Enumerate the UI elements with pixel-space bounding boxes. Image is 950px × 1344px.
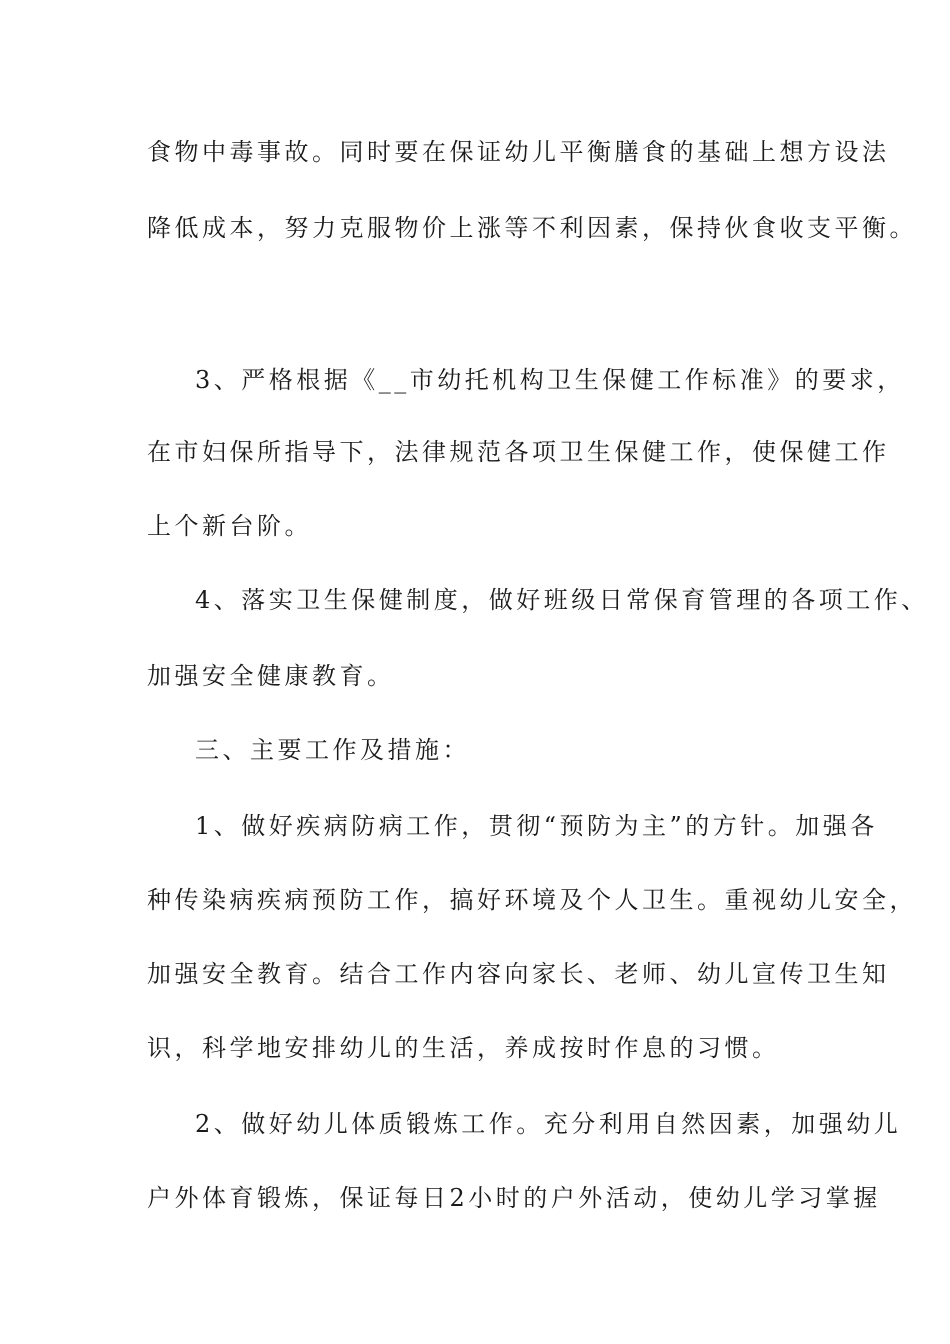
paragraph-line: 降低成本，努力克服物价上涨等不利因素，保持伙食收支平衡。	[147, 214, 917, 242]
paragraph-line: 户外体育锻炼，保证每日2小时的户外活动，使幼儿学习掌握	[147, 1184, 881, 1212]
paragraph-line: 上个新台阶。	[147, 512, 312, 540]
paragraph-line: 种传染病疾病预防工作，搞好环境及个人卫生。重视幼儿安全，	[147, 886, 917, 914]
paragraph-line: 4、落实卫生保健制度，做好班级日常保育管理的各项工作、	[195, 586, 929, 614]
paragraph-line: 食物中毒事故。同时要在保证幼儿平衡膳食的基础上想方设法	[147, 138, 890, 166]
paragraph-line: 2、做好幼儿体质锻炼工作。充分利用自然因素，加强幼儿	[195, 1110, 902, 1138]
paragraph-line: 1、做好疾病防病工作，贯彻“预防为主”的方针。加强各	[195, 812, 878, 840]
paragraph-line: 加强安全健康教育。	[147, 662, 395, 690]
paragraph-line: 3、严格根据《__市幼托机构卫生保健工作标准》的要求，	[195, 366, 905, 394]
paragraph-line: 加强安全教育。结合工作内容向家长、老师、幼儿宣传卫生知	[147, 960, 890, 988]
paragraph-line: 识，科学地安排幼儿的生活，养成按时作息的习惯。	[147, 1034, 780, 1062]
paragraph-line: 在市妇保所指导下，法律规范各项卫生保健工作，使保健工作	[147, 438, 890, 466]
section-heading: 三、主要工作及措施：	[195, 736, 470, 764]
